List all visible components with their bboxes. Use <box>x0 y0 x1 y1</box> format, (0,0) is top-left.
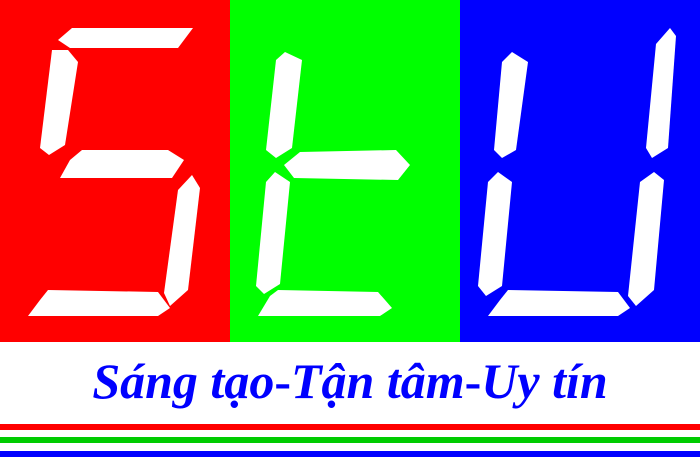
slogan-text <box>0 345 700 417</box>
logo-letter-u <box>478 28 676 316</box>
logo-letter-s <box>28 28 200 316</box>
slogan-part-3: Uy tín <box>481 353 608 409</box>
stripe-blue <box>0 451 700 457</box>
slogan-separator-1: - <box>274 353 291 409</box>
slogan-part-1: Sáng tạo <box>92 353 275 409</box>
logo-letter-t <box>256 52 410 316</box>
stripe-green <box>0 437 700 443</box>
slogan-part-2: Tận tâm <box>290 353 465 409</box>
stripe-red <box>0 424 700 430</box>
slogan-separator-2: - <box>464 353 482 409</box>
